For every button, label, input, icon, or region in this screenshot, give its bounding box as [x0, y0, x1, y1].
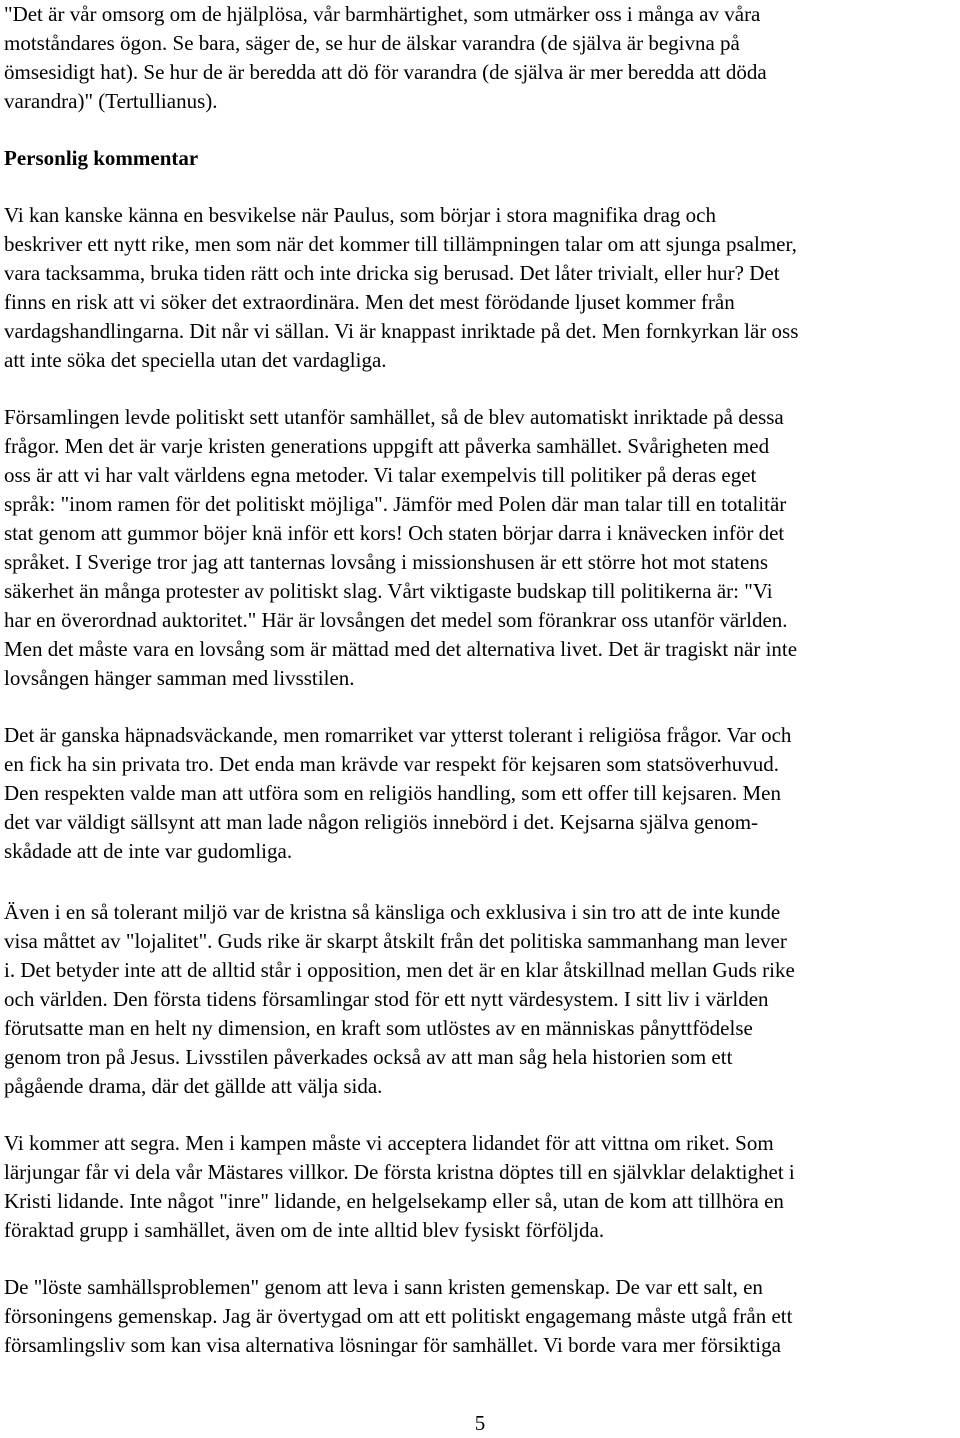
text-line: visa måttet av "lojalitet". Guds rike är skarpt åtskilt från det politiska sammanhang man lever	[4, 929, 787, 953]
text-line: Den respekten valde man att utföra som en religiös handling, som ett offer till kejsaren. Men	[4, 781, 781, 805]
paragraph-3	[4, 721, 956, 866]
text-line: och världen. Den första tidens församlingar stod för ett nytt värdesystem. I sitt liv i världen	[4, 987, 769, 1011]
text-line: Det är ganska häpnadsväckande, men romarriket var ytterst tolerant i religiösa frågor. Var och	[4, 723, 792, 747]
paragraph-1	[4, 201, 956, 375]
text-line: säkerhet än många protester av politiskt slag. Vårt viktigaste budskap till politikerna är: "Vi	[4, 579, 773, 603]
text-line: vardagshandlingarna. Dit når vi sällan. Vi är knappast inriktade på det. Men fornkyrkan lär oss	[4, 319, 799, 343]
text-line: Vi kommer att segra. Men i kampen måste vi acceptera lidandet för att vittna om riket. Som	[4, 1131, 774, 1155]
text-line: genom tron på Jesus. Livsstilen påverkades också av att man såg hela historien som ett	[4, 1045, 733, 1069]
text-line: "Det är vår omsorg om de hjälplösa, vår barmhärtighet, som utmärker oss i många av våra	[4, 2, 761, 26]
paragraph-6	[4, 1273, 956, 1360]
text-line: stat genom att gummor böjer knä inför ett kors! Och staten börjar darra i knävecken inför det	[4, 521, 785, 545]
text-line: pågående drama, där det gällde att välja sida.	[4, 1074, 383, 1098]
text-line: De "löste samhällsproblemen" genom att leva i sann kristen gemenskap. De var ett salt, en	[4, 1275, 763, 1299]
text-line: har en överordnad auktoritet." Här är lovsången det medel som förankrar oss utanför världen.	[4, 608, 788, 632]
text-line: språket. I Sverige tror jag att tanternas lovsång i missionshusen är ett större hot mot statens	[4, 550, 768, 574]
text-line: förutsatte man en helt ny dimension, en kraft som utlöstes av en människas pånyttfödelse	[4, 1016, 753, 1040]
text-line: församlingsliv som kan visa alternativa lösningar för samhället. Vi borde vara mer försiktiga	[4, 1333, 781, 1357]
document-page	[4, 0, 956, 1360]
text-line: att inte söka det speciella utan det vardagliga.	[4, 348, 387, 372]
text-line: frågor. Men det är varje kristen generations uppgift att påverka samhället. Svårigheten med	[4, 434, 770, 458]
text-line: Vi kan kanske känna en besvikelse när Paulus, som börjar i stora magnifika drag och	[4, 203, 716, 227]
paragraph-4	[4, 898, 956, 1101]
text-line: skådade att de inte var gudomliga.	[4, 839, 293, 863]
text-line: vara tacksamma, bruka tiden rätt och inte dricka sig berusad. Det låter trivialt, eller hur? Det	[4, 261, 780, 285]
text-line: Men det måste vara en lovsång som är mättad med det alternativa livet. Det är tragiskt när inte	[4, 637, 798, 661]
text-line: lärjungar får vi dela vår Mästares villkor. De första kristna döptes till en självklar delaktighet i	[4, 1160, 795, 1184]
text-line: finns en risk att vi söker det extraordinära. Men det mest förödande ljuset kommer från	[4, 290, 735, 314]
text-line: språk: "inom ramen för det politiskt möjliga". Jämför med Polen där man talar till en totalitär	[4, 492, 787, 516]
text-line: Kristi lidande. Inte något "inre" lidande, en helgelsekamp eller så, utan de kom att tillhöra en	[4, 1189, 784, 1213]
text-line: varandra)" (Tertullianus).	[4, 89, 218, 113]
text-line: föraktad grupp i samhället, även om de inte alltid blev fysiskt förföljda.	[4, 1218, 605, 1242]
text-line: i. Det betyder inte att de alltid står i opposition, men det är en klar åtskillnad mellan Guds rike	[4, 958, 795, 982]
text-line: Även i en så tolerant miljö var de kristna så känsliga och exklusiva i sin tro att de inte kunde	[4, 900, 781, 924]
text-line: det var väldigt sällsynt att man lade någon religiös innebörd i det. Kejsarna själva genom-	[4, 810, 759, 834]
text-line: försoningens gemenskap. Jag är övertygad om att ett politiskt engagemang måste utgå från ett	[4, 1304, 793, 1328]
text-line: oss är att vi har valt världens egna metoder. Vi talar exempelvis till politiker på deras eget	[4, 463, 757, 487]
text-line: beskriver ett nytt rike, men som när det kommer till tillämpningen talar om att sjunga psalmer,	[4, 232, 797, 256]
section-heading: Personlig kommentar	[4, 146, 199, 170]
text-line: lovsången hänger samman med livsstilen.	[4, 666, 355, 690]
text-line: motståndares ögon. Se bara, säger de, se hur de älskar varandra (de själva är begivna på	[4, 31, 740, 55]
text-line: ömsesidigt hat). Se hur de är beredda att dö för varandra (de själva är mer beredda att döda	[4, 60, 767, 84]
page-number: 5	[474, 1411, 486, 1435]
paragraph-2	[4, 403, 956, 693]
text-line: en fick ha sin privata tro. Det enda man krävde var respekt för kejsaren som statsöverhuvud.	[4, 752, 779, 776]
text-line: Församlingen levde politiskt sett utanför samhället, så de blev automatiskt inriktade på dessa	[4, 405, 784, 429]
paragraph-5	[4, 1129, 956, 1245]
quote-paragraph	[4, 0, 956, 116]
